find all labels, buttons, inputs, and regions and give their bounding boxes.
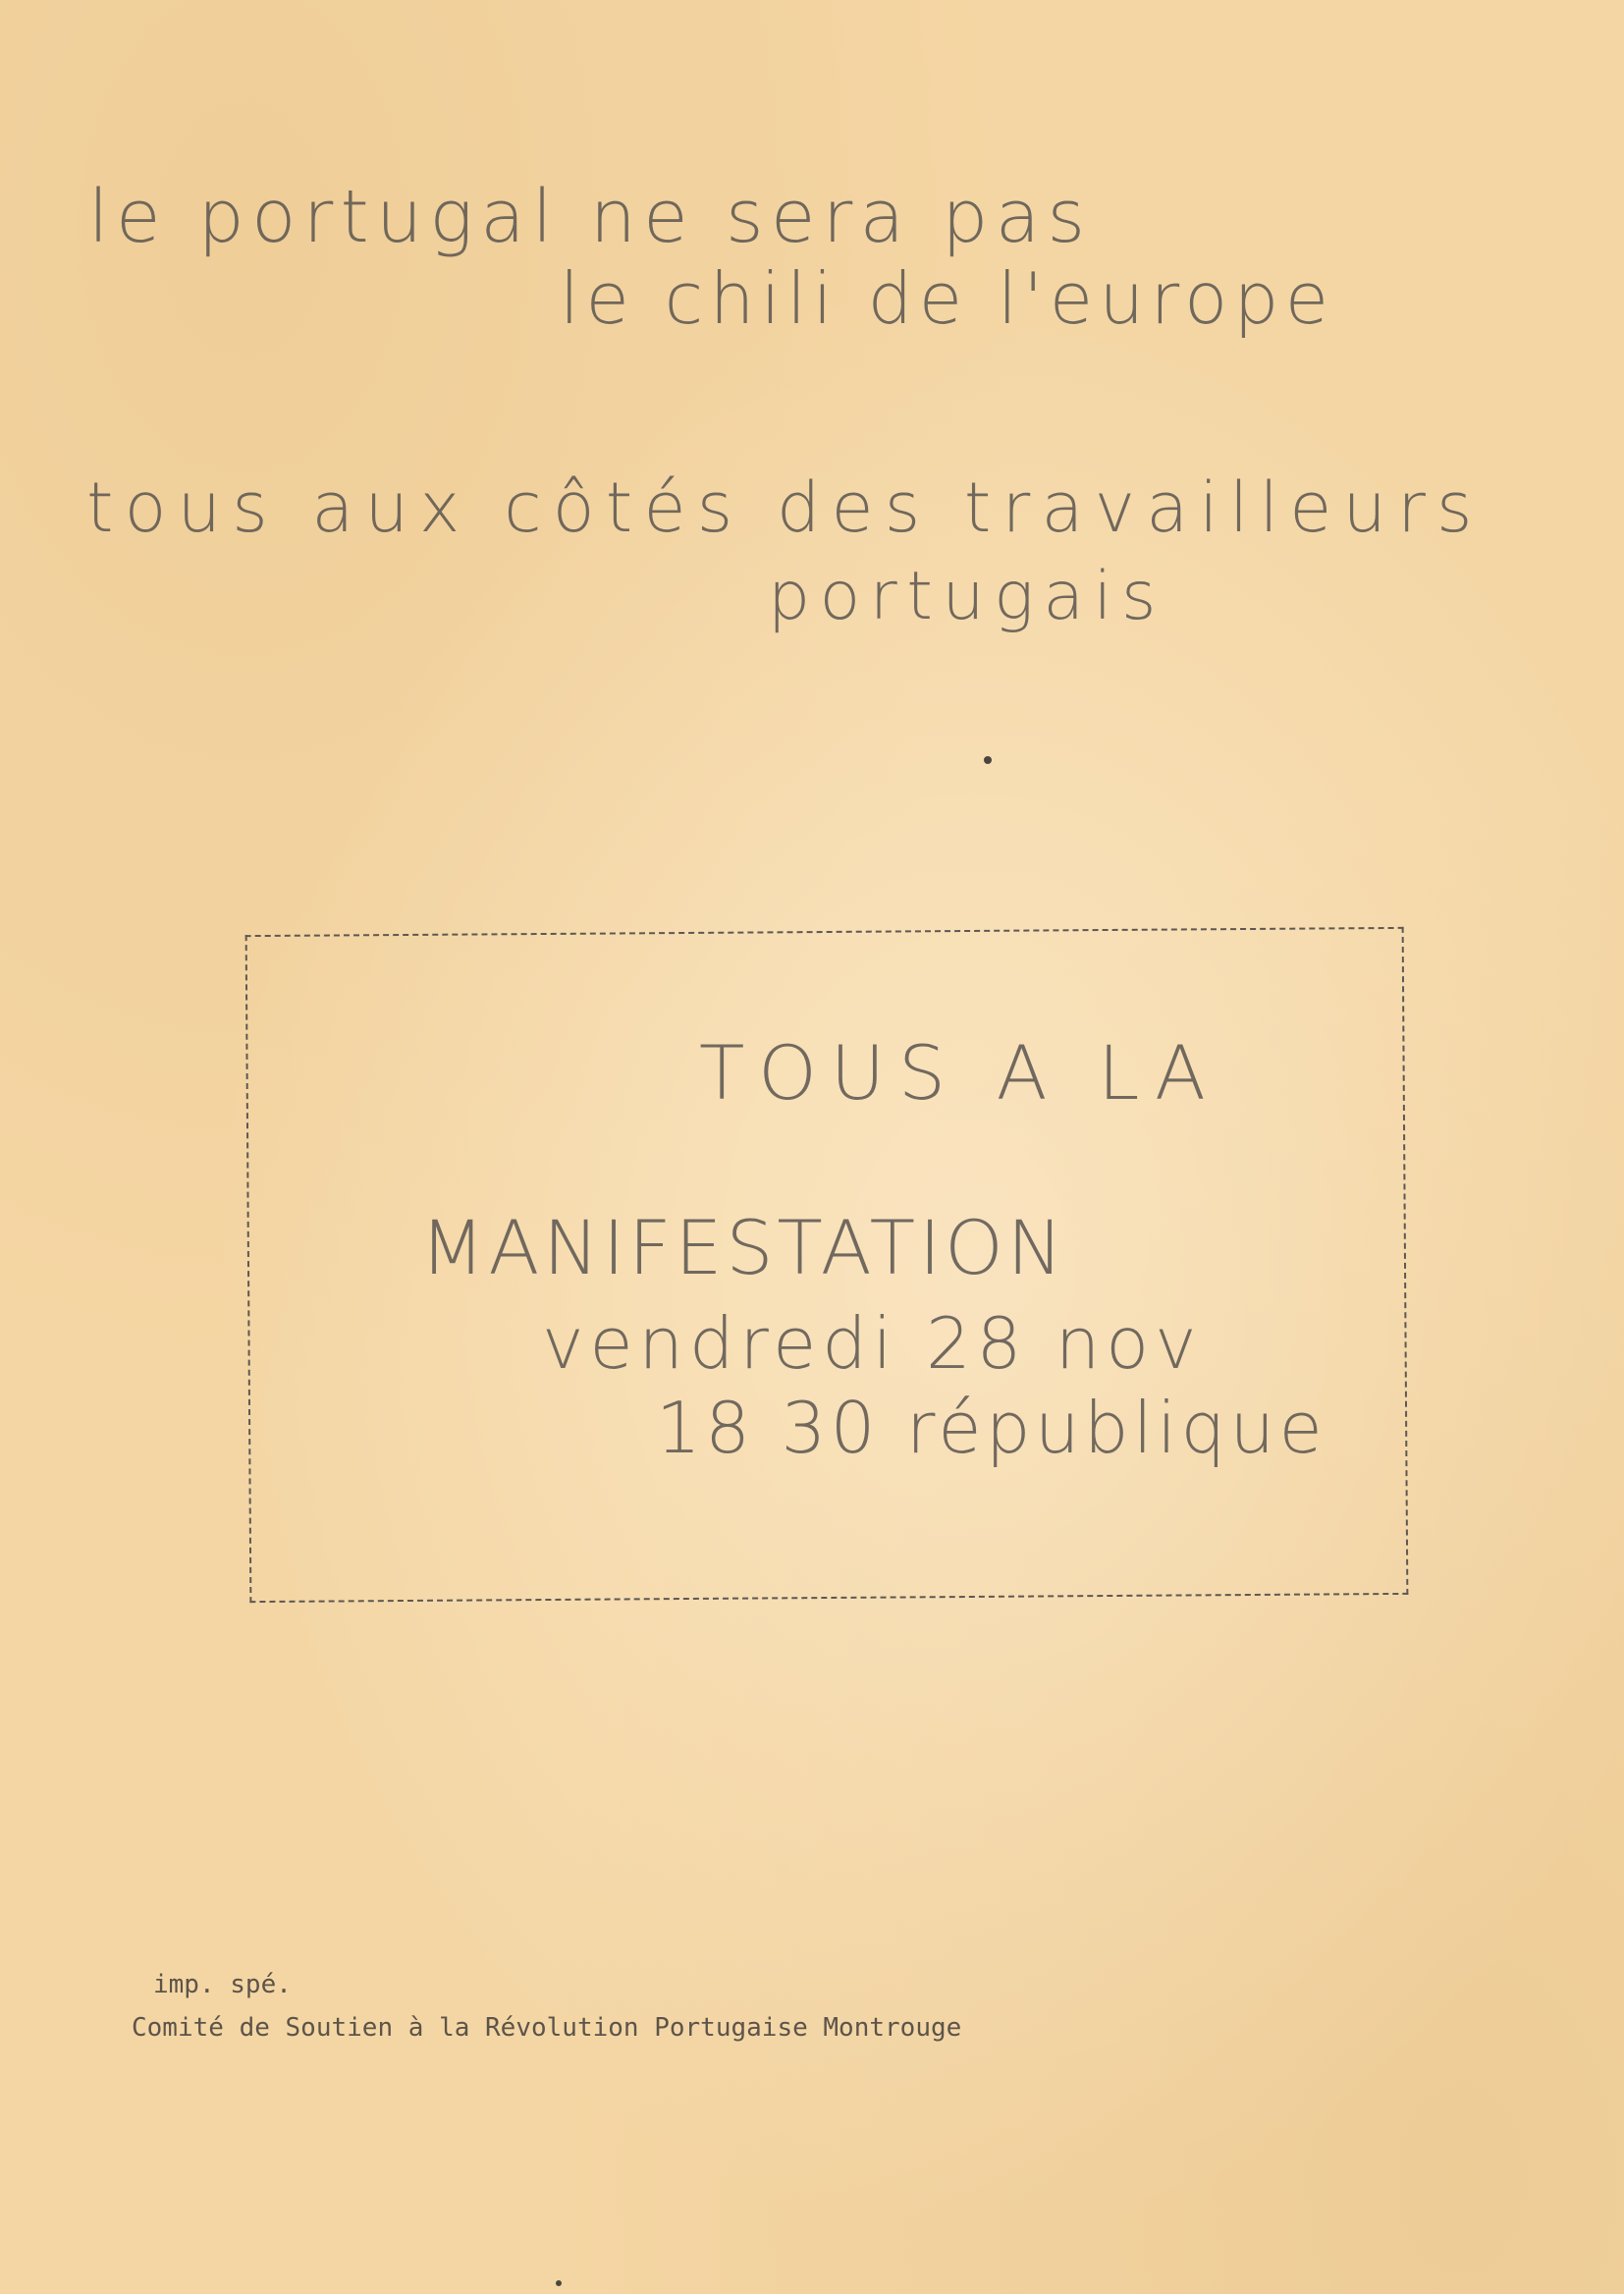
headline-line-2: le chili de l'europe	[560, 257, 1335, 340]
callout-line-4: 18 30 république	[656, 1387, 1327, 1469]
headline-line-3: tous aux côtés des travailleurs	[86, 467, 1484, 548]
callout-line-1: TOUS A LA	[699, 1029, 1219, 1117]
headline-line-1: le portugal ne sera pas	[88, 175, 1093, 259]
headline-line-4: portugais	[768, 558, 1165, 635]
callout-line-3: vendredi 28 nov	[542, 1302, 1203, 1385]
ink-dot	[984, 756, 992, 764]
committee-signature: Comité de Soutien à la Révolution Portugaise Montrouge	[132, 2013, 962, 2043]
ink-dot	[556, 2280, 562, 2286]
callout-line-2: MANIFESTATION	[420, 1204, 1067, 1291]
imprint-note: imp. spé.	[153, 1970, 292, 1999]
